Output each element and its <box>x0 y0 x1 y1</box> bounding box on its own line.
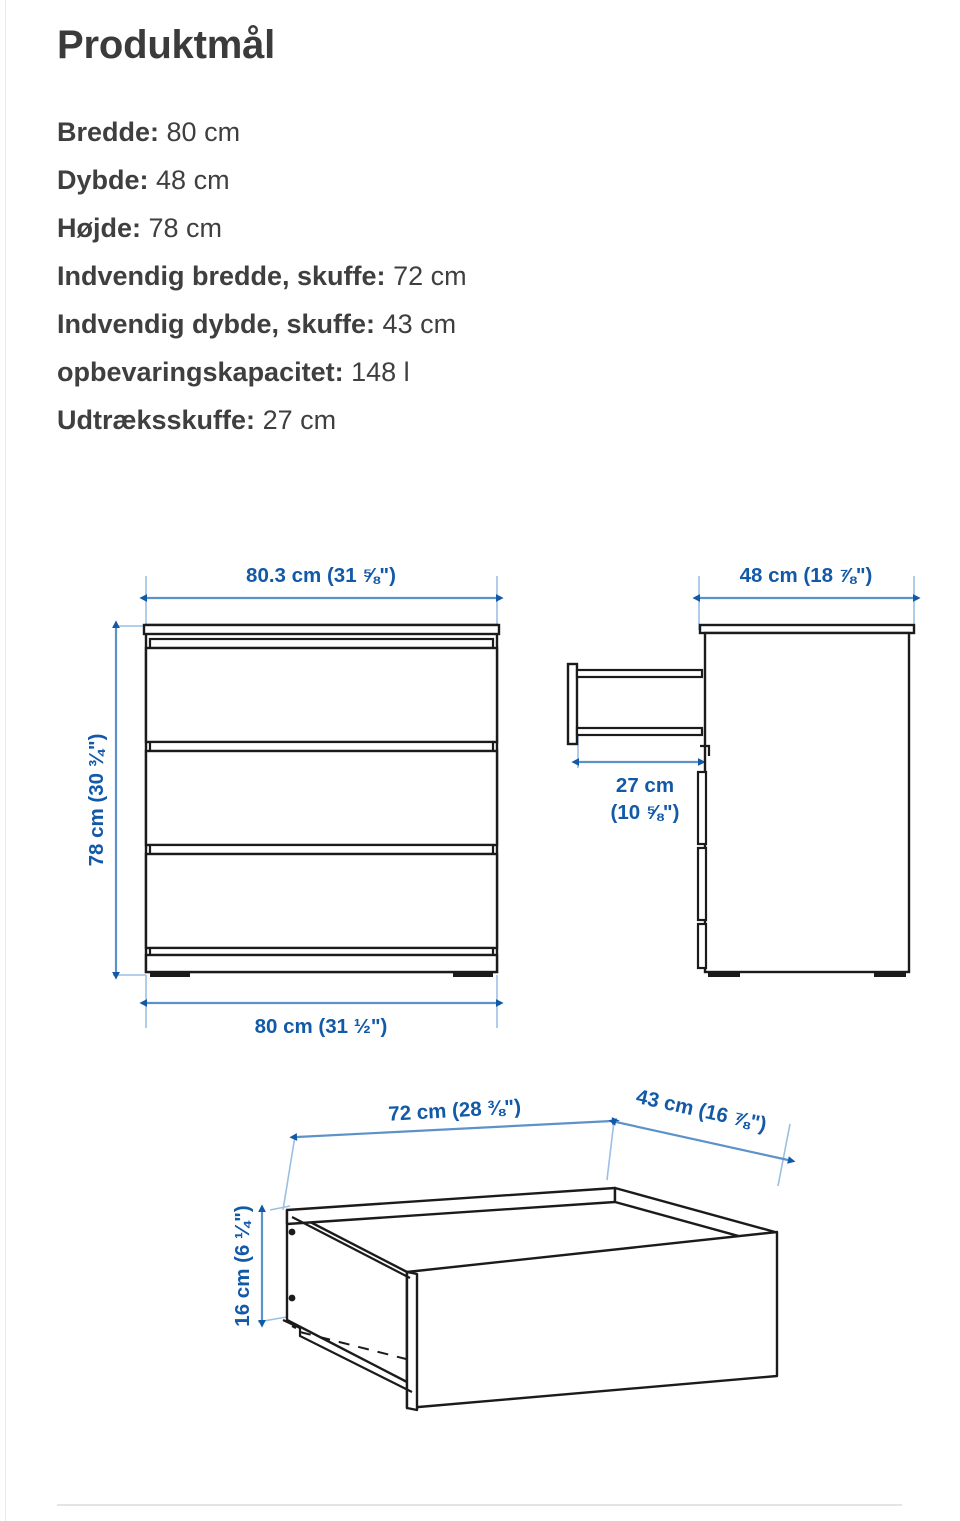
spec-row-udtraeksskuffe <box>57 396 937 444</box>
drawer-inner-width-label: 72 cm (28 ⅜") <box>387 1095 522 1126</box>
side-pulled-out-drawer <box>568 664 709 756</box>
spec-label: Indvendig bredde, skuffe: <box>57 261 386 291</box>
side-pullout-label-line1: 27 cm <box>615 774 675 797</box>
spec-value: 27 cm <box>262 405 337 435</box>
product-dimensions-section <box>57 0 937 444</box>
spec-row-opbevaringskapacitet <box>57 348 937 396</box>
spec-value: 72 cm <box>393 261 467 291</box>
drawer-inner-width-dimension-line <box>297 1121 612 1137</box>
side-pullout-label-line2: (10 ⅝") <box>610 801 680 824</box>
spec-row-bredde <box>57 108 937 156</box>
spec-value: 78 cm <box>148 213 223 243</box>
spec-label: Bredde: <box>57 117 160 147</box>
front-top-width-label: 80.3 cm (31 ⅝") <box>246 564 396 587</box>
drawer-inner-depth-label: 43 cm (16 ⅞") <box>634 1085 769 1137</box>
drawer-inner-height-label: 16 cm (6 ¼") <box>231 1205 254 1327</box>
front-base-panel <box>146 948 497 972</box>
side-drawer-edges <box>698 772 706 968</box>
front-height-label: 78 cm (30 ¾") <box>85 733 108 867</box>
drawer-box <box>287 1188 777 1410</box>
spec-value: 48 cm <box>156 165 230 195</box>
front-top-panel <box>144 625 499 634</box>
spec-label: opbevaringskapacitet: <box>57 357 344 387</box>
spec-label: Indvendig dybde, skuffe: <box>57 309 376 339</box>
front-view-drawing <box>85 564 499 1038</box>
side-depth-label: 48 cm (18 ⅞") <box>739 564 873 587</box>
spec-list <box>57 108 937 444</box>
front-drawer-1 <box>146 639 497 742</box>
front-drawer-2 <box>146 742 497 845</box>
drawer-isometric-drawing <box>231 1085 790 1410</box>
spec-value: 80 cm <box>166 117 241 147</box>
spec-row-indvendig-dybde <box>57 300 937 348</box>
technical-drawings <box>0 520 960 1420</box>
spec-label: Udtræksskuffe: <box>57 405 256 435</box>
spec-row-dybde <box>57 156 937 204</box>
side-view-drawing <box>568 564 914 977</box>
technical-drawing-svg <box>0 520 960 1420</box>
spec-row-indvendig-bredde <box>57 252 937 300</box>
page-title: Produktmål <box>57 23 276 67</box>
side-cabinet-body <box>700 625 914 972</box>
front-drawer-3 <box>146 845 497 948</box>
spec-value: 148 l <box>351 357 410 387</box>
spec-row-hoejde <box>57 204 937 252</box>
spec-value: 43 cm <box>382 309 457 339</box>
spec-label: Højde: <box>57 213 141 243</box>
front-bottom-width-label: 80 cm (31 ½") <box>254 1015 388 1038</box>
section-divider <box>57 1504 902 1506</box>
spec-label: Dybde: <box>57 165 149 195</box>
